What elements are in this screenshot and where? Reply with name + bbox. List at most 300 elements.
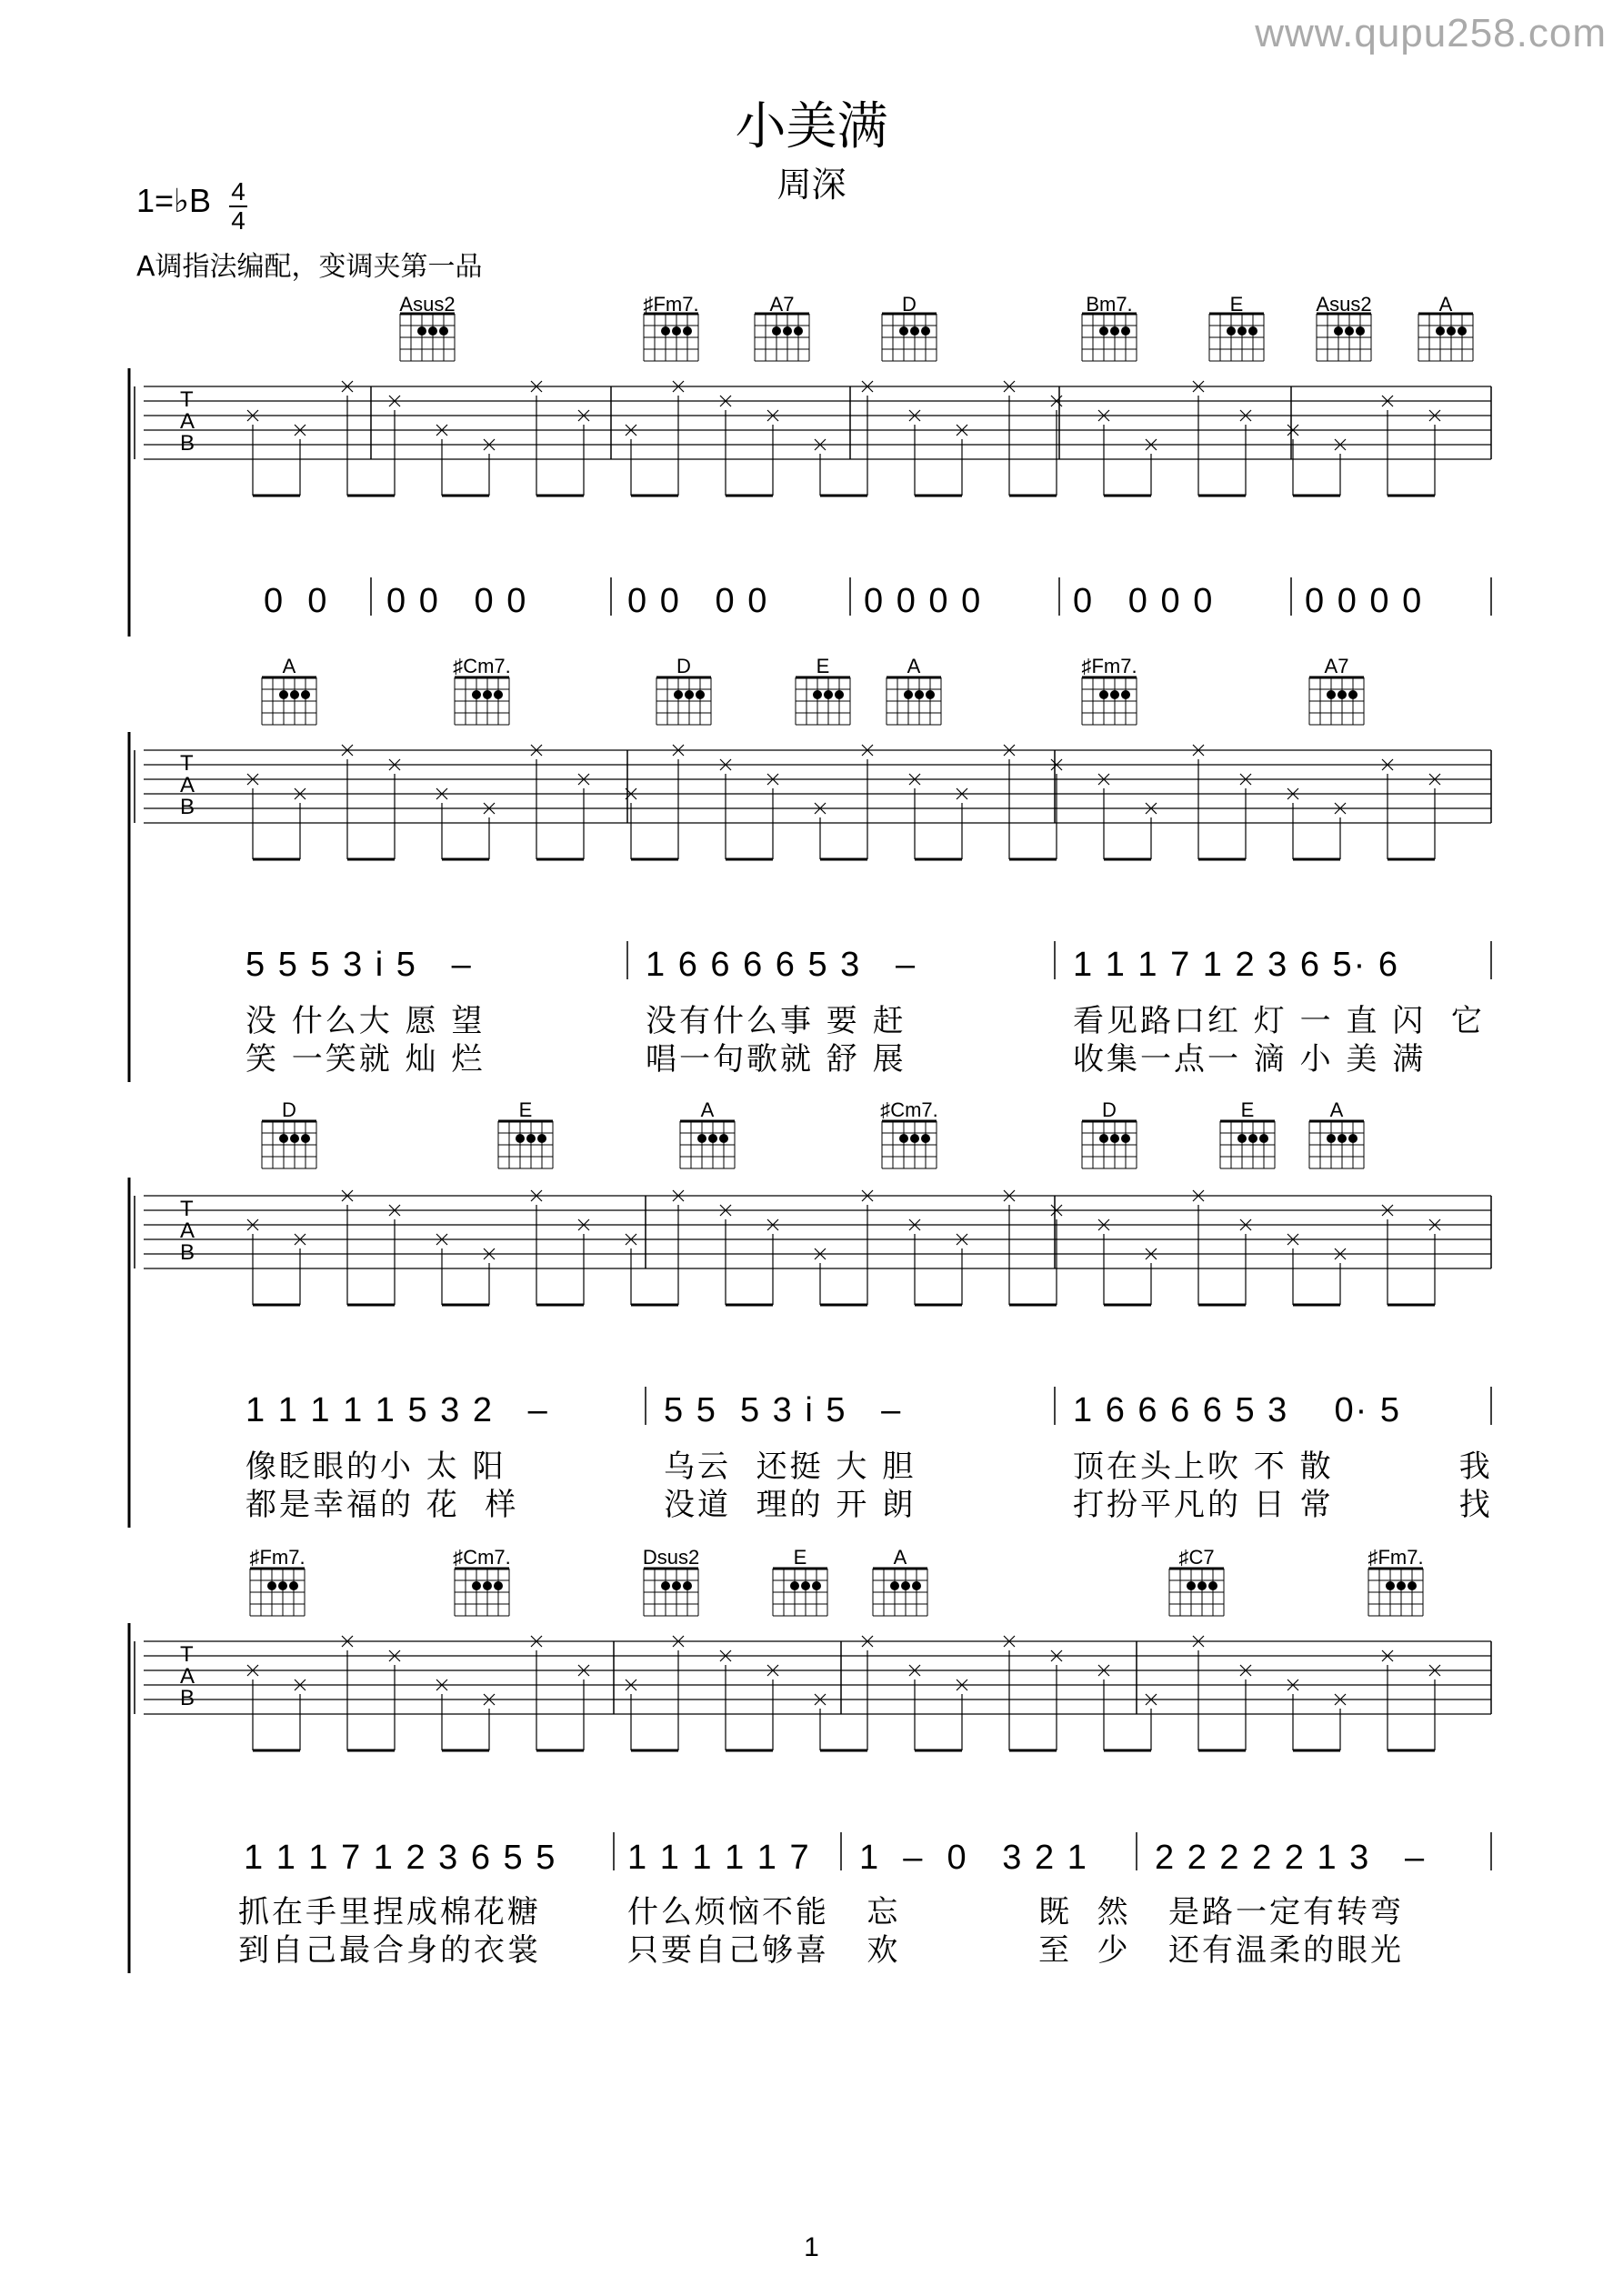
lyric-line: 打扮平凡的 日 常 找 [1073,1487,1493,1523]
chord-diagram-dot [824,690,833,699]
tab-note-mark [815,803,826,814]
chord-diagram-dot [1237,1134,1247,1143]
tab-note-mark [862,1190,873,1201]
tab-note-mark [295,425,306,436]
tab-note-mark [909,1219,920,1230]
tab-note-mark [1004,745,1015,756]
chord-diagram-dot [279,690,288,699]
chord-name: A7 [1324,655,1349,677]
tab-note-mark [295,1234,306,1245]
tab-note-mark [1382,396,1393,406]
tab-note-mark [1193,1636,1204,1647]
chord-diagram-dot [915,690,924,699]
jianpu-measure: 5 5 5 3 i 5 – [664,1391,903,1429]
jianpu-measure: 1 1 1 7 1 2 3 6 5· 6 [1073,946,1400,984]
chord-diagram-dot [1436,326,1445,336]
tab-note-mark [578,774,589,785]
chord-diagram-dot [901,1581,910,1590]
tab-note-mark [1051,1650,1062,1661]
tab-note-mark [436,788,447,799]
tab-note-mark [626,788,636,799]
tab-note-mark [1098,1219,1109,1230]
song-title: 小美满 [735,97,888,156]
tab-note-mark [720,759,731,770]
tab-note-mark [1240,1219,1251,1230]
tab-note-mark [909,1219,920,1230]
tab-note-mark [578,774,589,785]
tab-note-mark [957,1679,967,1690]
chord-diagram-dot [1099,326,1108,336]
tab-note-mark [389,396,400,406]
chord-diagram-dot [899,326,908,336]
chord-diagram-dot [921,326,930,336]
time-signature-top: 4 [231,177,245,206]
chord-diagram-dot [290,1134,299,1143]
tab-note-mark [862,381,873,392]
tab-note-mark [1382,1650,1393,1661]
tab-note-mark [815,439,826,450]
chord-diagram-dot [472,1581,481,1590]
tab-note-mark [862,381,873,392]
tab-note-mark [1382,1650,1393,1661]
tab-note-mark [1051,759,1062,770]
chord-diagram-dot [290,690,299,699]
jianpu-measure: 1 1 1 7 1 2 3 6 5 5 [244,1839,557,1877]
jianpu-measure: 1 – 0 3 2 1 [859,1839,1088,1877]
chord-diagram-dot [1237,326,1247,336]
lyric-line: 顶在头上吹 不 散 我 [1073,1449,1493,1485]
jianpu-measure: 0 0 0 0 [1073,582,1215,620]
tab-note-mark [720,396,731,406]
chord-diagram-dot [899,1134,908,1143]
chord-diagram-dot [835,690,844,699]
tab-note-mark [436,425,447,436]
tab-note-mark [767,1665,778,1676]
chord-name: A7 [769,293,795,316]
tab-note-mark [1146,439,1157,450]
chord-name: D [676,655,691,677]
chord-diagram-dot [794,326,803,336]
chord-diagram-dot [1458,326,1467,336]
tab-clef-letter: B [180,795,195,819]
chord-diagram-dot [1227,326,1236,336]
chord-name: ♯C7 [1178,1546,1215,1569]
tab-note-mark [1429,410,1440,421]
tab-clef-letter: A [180,773,195,797]
chord-name: ♯Fm7. [1081,655,1137,677]
tab-note-mark [1287,788,1298,799]
tab-note-mark [1382,1205,1393,1216]
chord-name: A [700,1098,715,1121]
tab-note-mark [909,410,920,421]
tab-note-mark [342,1190,353,1201]
tab-note-mark [720,759,731,770]
tab-note-mark [247,410,258,421]
chord-diagram-dot [904,690,913,699]
tab-note-mark [531,1190,542,1201]
tab-note-mark [1146,1248,1157,1259]
arrangement-note: A调指法编配，变调夹第一品 [136,251,483,283]
tab-note-mark [1051,1650,1062,1661]
tab-note-mark [295,788,306,799]
chord-name: Asus2 [1316,293,1372,316]
jianpu-measure: 1 6 6 6 6 5 3 – [646,946,917,984]
tab-note-mark [1098,1665,1109,1676]
lyric-line: 唱一句歌就 舒 展 [646,1041,907,1078]
tab-note-mark [862,1636,873,1647]
chord-diagram-dot [417,326,426,336]
tab-note-mark [1146,439,1157,450]
chord-diagram-dot [1099,1134,1108,1143]
chord-name: ♯Cm7. [453,655,511,677]
chord-diagram-dot [926,690,935,699]
chord-diagram-dot [1348,690,1358,699]
tab-clef-letter: A [180,1218,195,1243]
tab-note-mark [247,774,258,785]
tab-note-mark [436,1679,447,1690]
tab-note-mark [484,439,495,450]
chord-diagram-dot [483,1581,492,1590]
lyric-line: 只要自己够喜 欢 [627,1932,901,1969]
tab-note-mark [531,381,542,392]
jianpu-measure: 2 2 2 2 2 1 3 – [1155,1839,1427,1877]
composer: 周深 [776,165,847,205]
tab-note-mark [247,1219,258,1230]
chord-diagram-dot [696,690,705,699]
tab-note-mark [1098,774,1109,785]
tab-note-mark [862,1190,873,1201]
chord-diagram-dot [1121,690,1130,699]
chord-diagram-dot [1337,1134,1347,1143]
chord-diagram-dot [1110,1134,1119,1143]
tab-note-mark [484,803,495,814]
chord-diagram-dot [1386,1581,1395,1590]
tab-note-mark [1335,1248,1346,1259]
chord-diagram-dot [661,326,670,336]
tab-note-mark [1193,381,1204,392]
lyric-line: 什么烦恼不能 忘 [627,1894,901,1930]
chord-diagram-dot [483,690,492,699]
tab-note-mark [1146,1694,1157,1705]
tab-note-mark [389,759,400,770]
lyric-line: 没道 理的 开 朗 [664,1487,917,1523]
chord-diagram-dot [921,1134,930,1143]
tab-note-mark [1287,425,1298,436]
tab-note-mark [862,745,873,756]
tab-note-mark [389,396,400,406]
chord-diagram-dot [494,690,503,699]
tab-note-mark [957,788,967,799]
tab-note-mark [1193,745,1204,756]
tab-note-mark [673,1190,684,1201]
chord-name: ♯Fm7. [249,1546,306,1569]
tab-note-mark [862,745,873,756]
tab-note-mark [815,1694,826,1705]
tab-note-mark [1287,1679,1298,1690]
tab-note-mark [342,745,353,756]
tab-note-mark [531,745,542,756]
tab-note-mark [1240,1665,1251,1676]
tab-note-mark [531,381,542,392]
tab-note-mark [1429,1219,1440,1230]
tab-note-mark [1240,410,1251,421]
tab-note-mark [1382,396,1393,406]
chord-name: E [1229,293,1244,316]
key-signature: 1=♭B [136,182,212,219]
tab-note-mark [389,1205,400,1216]
lyric-line: 至 少 还有温柔的眼光 [1038,1932,1405,1969]
tab-note-mark [673,381,684,392]
tab-note-mark [1335,439,1346,450]
chord-name: E [816,655,830,677]
tab-note-mark [531,745,542,756]
chord-diagram-dot [1248,1134,1257,1143]
chord-diagram-dot [439,326,448,336]
chord-diagram-dot [1121,326,1130,336]
tab-note-mark [436,1234,447,1245]
tab-note-mark [1335,1248,1346,1259]
tab-note-mark [578,1219,589,1230]
tab-note-mark [342,381,353,392]
chord-diagram-dot [1110,690,1119,699]
lyric-line: 没有什么事 要 赶 [646,1003,907,1039]
chord-diagram-dot [1327,1134,1336,1143]
chord-diagram-dot [278,1581,287,1590]
tab-note-mark [767,774,778,785]
chord-diagram-dot [801,1581,810,1590]
tab-note-mark [626,1679,636,1690]
tab-note-mark [767,1665,778,1676]
chord-diagram-dot [685,690,694,699]
chord-name: A [907,655,921,677]
tab-note-mark [531,1636,542,1647]
tab-note-mark [1240,774,1251,785]
tab-note-mark [1193,1636,1204,1647]
chord-name: D [1102,1098,1117,1121]
chord-diagram-dot [1327,690,1336,699]
tab-note-mark [626,1234,636,1245]
tab-note-mark [626,1679,636,1690]
tab-note-mark [1051,1205,1062,1216]
tab-note-mark [247,1665,258,1676]
tab-note-mark [673,1636,684,1647]
jianpu-measure: 0 0 0 0 [1305,582,1424,620]
tab-note-mark [767,410,778,421]
chord-name: ♯Cm7. [453,1546,511,1569]
chord-diagram-dot [1259,1134,1268,1143]
time-signature-bottom: 4 [231,206,245,235]
chord-diagram-dot [1345,326,1354,336]
tab-note-mark [484,1248,495,1259]
chord-name: E [1240,1098,1255,1121]
chord-diagram-dot [267,1581,276,1590]
jianpu-measure: 1 6 6 6 6 5 3 0· 5 [1073,1391,1401,1429]
tab-note-mark [1335,439,1346,450]
tab-note-mark [1429,410,1440,421]
tab-note-mark [389,1205,400,1216]
chord-diagram-dot [783,326,792,336]
tab-note-mark [436,788,447,799]
tab-note-mark [1287,1234,1298,1245]
tab-note-mark [1240,1665,1251,1676]
chord-name: Dsus2 [642,1546,700,1569]
lyric-line: 收集一点一 滴 小 美 满 [1073,1041,1427,1078]
tab-note-mark [909,1665,920,1676]
watermark: www.qupu258.com [1255,11,1607,55]
tab-note-mark [295,1679,306,1690]
chord-diagram-dot [1356,326,1365,336]
chord-diagram-dot [279,1134,288,1143]
tab-note-mark [1382,759,1393,770]
tab-note-mark [957,1679,967,1690]
chord-diagram-dot [301,1134,310,1143]
tab-note-mark [1429,1665,1440,1676]
tab-note-mark [342,1190,353,1201]
chord-diagram-dot [428,326,437,336]
time-signature [229,178,247,235]
lyric-line: 笑 一笑就 灿 烂 [245,1041,486,1078]
tab-clef-letter: A [180,409,195,434]
tab-note-mark [1051,396,1062,406]
tab-note-mark [1335,803,1346,814]
tab-note-mark [626,1234,636,1245]
lyric-line: 没 什么大 愿 望 [245,1003,486,1039]
chord-name: Asus2 [399,293,456,316]
tab-note-mark [1287,1234,1298,1245]
chord-diagram-dot [289,1581,298,1590]
tab-note-mark [1335,803,1346,814]
chord-name: A [1438,293,1453,316]
tab-note-mark [1429,1665,1440,1676]
chord-diagram-dot [301,690,310,699]
chord-diagram-dot [1197,1581,1207,1590]
tab-note-mark [389,1650,400,1661]
jianpu-measure: 0 0 [264,582,329,620]
chord-diagram-dot [890,1581,899,1590]
chord-diagram-dot [912,1581,921,1590]
jianpu-measure: 0 0 0 0 [627,582,769,620]
tab-clef-letter: B [180,1240,195,1265]
chord-diagram-dot [697,1134,706,1143]
jianpu-measure: 1 1 1 1 1 7 [627,1839,811,1877]
chord-diagram-dot [472,690,481,699]
tab-note-mark [436,1679,447,1690]
chord-diagram-dot [1110,326,1119,336]
jianpu-measure: 5 5 5 3 i 5 – [245,946,473,984]
tab-note-mark [1287,788,1298,799]
tab-note-mark [1287,1679,1298,1690]
chord-name: A [893,1546,907,1569]
chord-name: E [518,1098,533,1121]
chord-name: ♯Fm7. [1368,1546,1424,1569]
tab-clef-letter: B [180,1686,195,1710]
tab-note-mark [957,1234,967,1245]
tab-note-mark [1004,745,1015,756]
chord-name: Bm7. [1086,293,1133,316]
tab-note-mark [1193,745,1204,756]
tab-note-mark [1098,410,1109,421]
tab-note-mark [578,410,589,421]
tab-note-mark [295,1234,306,1245]
chord-diagram-dot [537,1134,546,1143]
tab-note-mark [1193,1190,1204,1201]
tab-note-mark [1382,1205,1393,1216]
tab-note-mark [342,745,353,756]
tab-note-mark [1240,1219,1251,1230]
tab-note-mark [720,396,731,406]
tab-note-mark [578,1665,589,1676]
tab-note-mark [1004,1190,1015,1201]
chord-diagram-dot [772,326,781,336]
tab-note-mark [247,410,258,421]
tab-note-mark [862,1636,873,1647]
chord-diagram-dot [683,326,692,336]
lyric-line: 既 然 是路一定有转弯 [1038,1894,1405,1930]
tab-note-mark [626,788,636,799]
jianpu-measure: 0 0 0 0 [864,582,983,620]
chord-diagram-dot [1337,690,1347,699]
tab-note-mark [720,1205,731,1216]
page-number: 1 [804,2232,819,2262]
tab-note-mark [578,1219,589,1230]
chord-diagram-dot [516,1134,525,1143]
tab-note-mark [342,1636,353,1647]
tab-note-mark [626,425,636,436]
tab-note-mark [815,1694,826,1705]
tab-note-mark [342,381,353,392]
chord-diagram-dot [672,326,681,336]
tab-note-mark [1193,1190,1204,1201]
tab-note-mark [673,1636,684,1647]
tab-note-mark [578,1665,589,1676]
chord-diagram-dot [1408,1581,1417,1590]
tab-note-mark [767,1219,778,1230]
chord-diagram-dot [661,1581,670,1590]
tab-note-mark [1146,803,1157,814]
chord-diagram-dot [683,1581,692,1590]
tab-note-mark [1146,1694,1157,1705]
tab-note-mark [1382,759,1393,770]
lyric-line: 抓在手里捏成棉花糖 [238,1894,541,1930]
tab-note-mark [957,788,967,799]
tab-note-mark [1004,1190,1015,1201]
tab-note-mark [815,1248,826,1259]
tab-clef-letter: B [180,431,195,456]
tab-note-mark [1098,774,1109,785]
chord-diagram-dot [910,1134,919,1143]
tab-note-mark [1146,803,1157,814]
tab-note-mark [1004,1636,1015,1647]
tab-note-mark [720,1650,731,1661]
tab-clef-letter: T [180,751,194,776]
lyric-line: 都是幸福的 花 样 [245,1487,519,1523]
tab-note-mark [484,439,495,450]
chord-name: A [1329,1098,1344,1121]
tab-note-mark [1287,425,1298,436]
tab-note-mark [389,759,400,770]
tab-note-mark [531,1190,542,1201]
tab-note-mark [909,410,920,421]
chord-diagram-dot [1187,1581,1196,1590]
chord-diagram-dot [672,1581,681,1590]
tab-note-mark [957,425,967,436]
tab-note-mark [247,1665,258,1676]
tab-note-mark [1004,1636,1015,1647]
tab-note-mark [531,1636,542,1647]
tab-note-mark [1004,381,1015,392]
tab-clef-letter: T [180,1642,194,1667]
chord-diagram-dot [494,1581,503,1590]
